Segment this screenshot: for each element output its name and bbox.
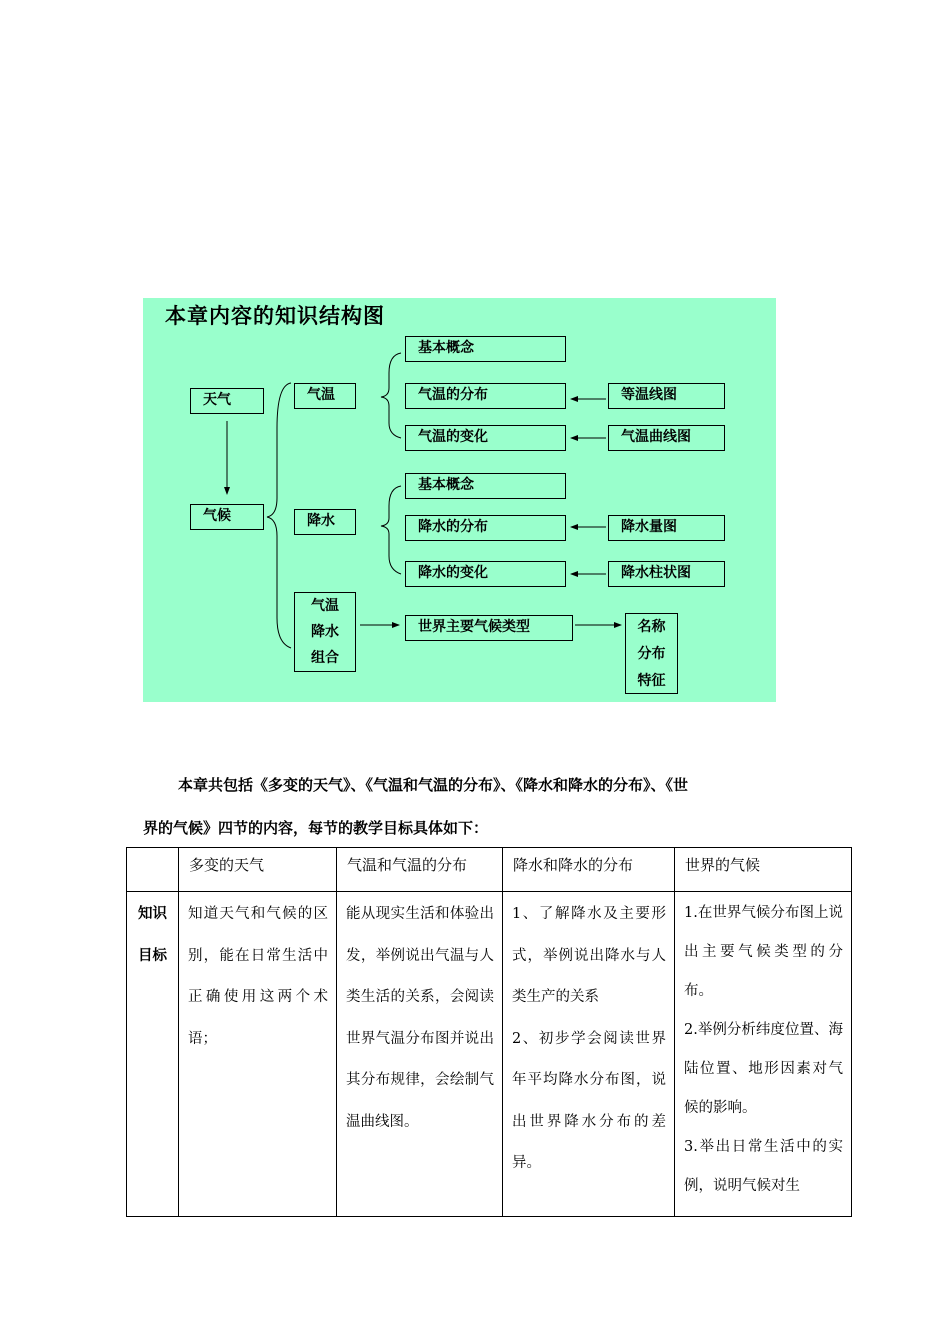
header-temperature: 气温和气温的分布: [337, 848, 503, 892]
header-climate: 世界的气候: [675, 848, 852, 892]
header-precipitation: 降水和降水的分布: [503, 848, 675, 892]
table-header-row: [127, 848, 852, 892]
node-climate-attributes: [625, 613, 678, 694]
attr-distribution: 分布: [637, 646, 666, 662]
table-row: [127, 892, 852, 1217]
row-label-line-1: 知识: [138, 906, 167, 922]
node-weather: 天气: [190, 388, 264, 414]
row-label-line-2: 目标: [138, 947, 167, 964]
cell-climate-goal: 1.在世界气候分布图上说出主要气候类型的分布。 2.举例分析纬度位置、海陆位置、地形因素对气候的影响。 3.举出日常生活中的实例，说明气候对生: [675, 892, 852, 1217]
combo-line-3: 组合: [311, 650, 339, 666]
cell-precipitation-goal: 1、了解降水及主要形式，举例说出降水与人类生产的关系 2、初步学会阅读世界年平均降水分布图，说出世界降水分布的差异。: [503, 892, 675, 1217]
cell-weather-goal: 知道天气和气候的区别，能在日常生活中正确使用这两个术语；: [179, 892, 337, 1217]
node-temp-curve: 气温曲线图: [608, 425, 725, 451]
node-precip-map: 降水量图: [608, 515, 725, 541]
intro-line-1: 本章共包括《多变的天气》、《气温和气温的分布》、《降水和降水的分布》、《世: [178, 776, 689, 794]
node-precipitation: 降水: [294, 509, 356, 535]
node-precip-concept: 基本概念: [405, 473, 566, 499]
precipitation-brace: [381, 486, 401, 574]
node-precip-bar: 降水柱状图: [608, 561, 725, 587]
attr-features: 特征: [637, 673, 666, 689]
diagram-title: 本章内容的知识结构图: [165, 304, 385, 328]
teaching-goals-table: [126, 847, 852, 1217]
combo-line-2: 降水: [311, 624, 339, 640]
node-temp-concept: 基本概念: [405, 336, 566, 362]
node-isotherm-map: 等温线图: [608, 383, 725, 409]
header-blank: [127, 848, 179, 892]
knowledge-structure-diagram: [143, 298, 776, 702]
node-temp-change: 气温的变化: [405, 425, 566, 451]
climate-brace: [267, 383, 291, 648]
node-temp-distribution: 气温的分布: [405, 383, 566, 409]
node-temperature: 气温: [294, 383, 356, 409]
combo-line-1: 气温: [311, 598, 339, 614]
intro-line-2: 界的气候》四节的内容，每节的教学目标具体如下：: [143, 819, 489, 837]
node-climate-types: 世界主要气候类型: [405, 615, 573, 641]
cell-temperature-goal: 能从现实生活和体验出发，举例说出气温与人类生活的关系，会阅读世界气温分布图并说出其分布规律，会绘制气温曲线图。: [337, 892, 503, 1217]
attr-name: 名称: [637, 619, 666, 635]
node-climate: 气候: [190, 504, 264, 530]
node-precip-change: 降水的变化: [405, 561, 566, 587]
row-label-knowledge-goals: [127, 892, 179, 1217]
temperature-brace: [381, 353, 401, 438]
header-weather: 多变的天气: [179, 848, 337, 892]
node-temp-precip-combo: [294, 592, 356, 672]
node-precip-distribution: 降水的分布: [405, 515, 566, 541]
